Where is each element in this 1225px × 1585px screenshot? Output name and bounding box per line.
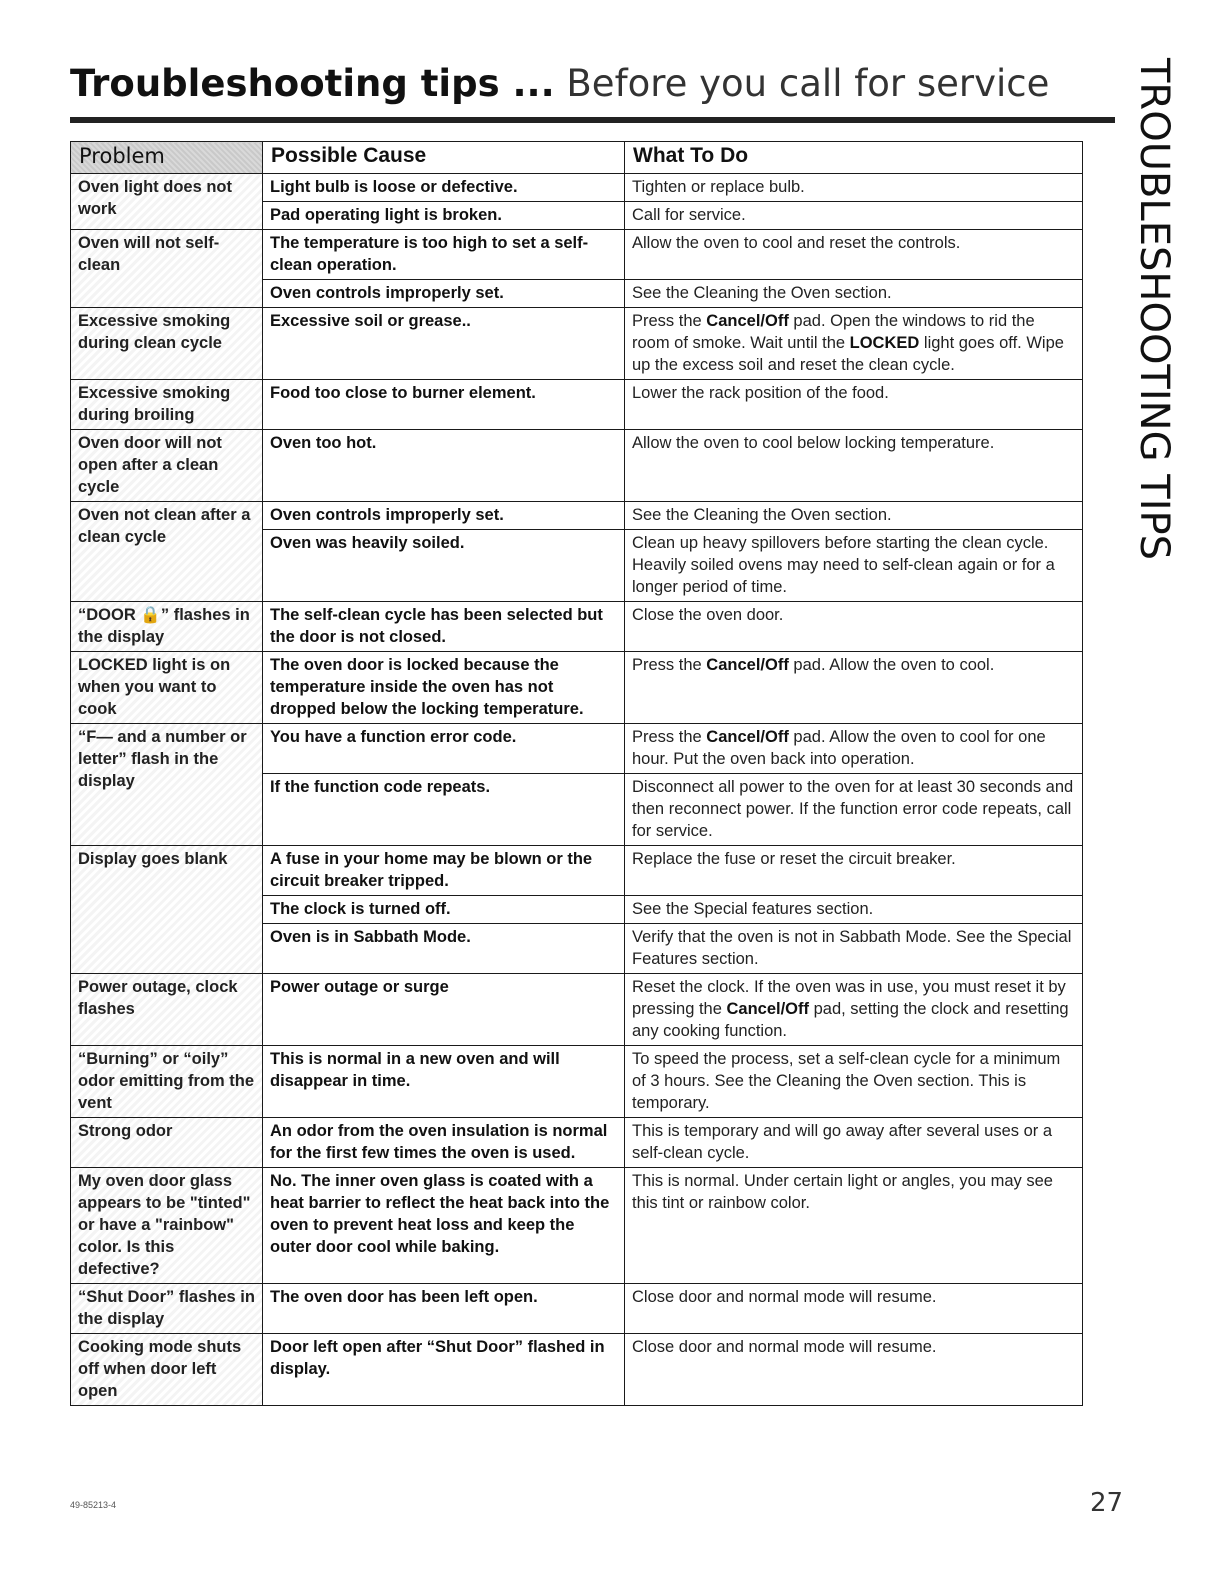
todo-text: Replace the fuse or reset the circuit breaker. bbox=[632, 850, 956, 868]
cause-cell: Power outage or surge bbox=[263, 974, 625, 1046]
problem-cell: “Burning” or “oily” odor emitting from the vent bbox=[71, 1046, 263, 1118]
table-row bbox=[71, 502, 1083, 530]
todo-cell bbox=[625, 1118, 1083, 1168]
todo-text: To speed the process, set a self-clean cycle for a minimum of 3 hours. See the Cleaning the Oven section. This is temporary. bbox=[632, 1050, 1061, 1112]
todo-bold-text: Cancel/Off bbox=[726, 1000, 810, 1018]
problem-cell: Oven not clean after a clean cycle bbox=[71, 502, 263, 602]
cause-cell: An odor from the oven insulation is normal for the first few times the oven is used. bbox=[263, 1118, 625, 1168]
table-row bbox=[71, 430, 1083, 502]
todo-text: Press the bbox=[632, 656, 707, 674]
cause-cell: Light bulb is loose or defective. bbox=[263, 174, 625, 202]
cause-cell: Pad operating light is broken. bbox=[263, 202, 625, 230]
todo-cell bbox=[625, 202, 1083, 230]
problem-cell: “DOOR 🔒” flashes in the display bbox=[71, 602, 263, 652]
problem-cell: Cooking mode shuts off when door left open bbox=[71, 1334, 263, 1406]
table-row bbox=[71, 380, 1083, 430]
cause-cell: This is normal in a new oven and will disappear in time. bbox=[263, 1046, 625, 1118]
todo-cell bbox=[625, 724, 1083, 774]
todo-cell bbox=[625, 280, 1083, 308]
problem-cell: Oven door will not open after a clean cycle bbox=[71, 430, 263, 502]
cause-cell: The oven door is locked because the temperature inside the oven has not dropped below the locking temperature. bbox=[263, 652, 625, 724]
problem-cell: Strong odor bbox=[71, 1118, 263, 1168]
todo-cell bbox=[625, 1284, 1083, 1334]
page-title bbox=[70, 64, 1049, 105]
title-light: Before you call for service bbox=[554, 62, 1050, 105]
table-row bbox=[71, 174, 1083, 202]
todo-text: This is temporary and will go away after several uses or a self-clean cycle. bbox=[632, 1122, 1053, 1162]
title-bold: Troubleshooting tips ... bbox=[70, 62, 555, 105]
todo-text: Lower the rack position of the food. bbox=[632, 384, 889, 402]
problem-cell: Display goes blank bbox=[71, 846, 263, 974]
todo-cell bbox=[625, 174, 1083, 202]
todo-text: Disconnect all power to the oven for at least 30 seconds and then reconnect power. If the function error code repeats, call for service. bbox=[632, 778, 1074, 840]
problem-cell: Excessive smoking during clean cycle bbox=[71, 308, 263, 380]
table-row bbox=[71, 602, 1083, 652]
problem-cell: My oven door glass appears to be "tinted" or have a "rainbow" color. Is this defective? bbox=[71, 1168, 263, 1284]
table-row bbox=[71, 1334, 1083, 1406]
table-row bbox=[71, 230, 1083, 280]
todo-text: Verify that the oven is not in Sabbath Mode. See the Special Features section. bbox=[632, 928, 1072, 968]
todo-bold-text: Cancel/Off bbox=[706, 656, 789, 674]
problem-cell: LOCKED light is on when you want to cook bbox=[71, 652, 263, 724]
todo-text: Allow the oven to cool below locking temperature. bbox=[632, 434, 995, 452]
todo-cell bbox=[625, 924, 1083, 974]
todo-text: Close the oven door. bbox=[632, 606, 784, 624]
document-code: 49-85213-4 bbox=[70, 1500, 117, 1510]
todo-text: pad. Allow the oven to cool. bbox=[788, 656, 995, 674]
table-row bbox=[71, 1168, 1083, 1284]
cause-cell: Oven is in Sabbath Mode. bbox=[263, 924, 625, 974]
todo-text: See the Cleaning the Oven section. bbox=[632, 506, 892, 524]
problem-cell: Oven will not self-clean bbox=[71, 230, 263, 308]
cause-cell: If the function code repeats. bbox=[263, 774, 625, 846]
header-cause: Possible Cause bbox=[263, 142, 625, 174]
troubleshooting-table bbox=[70, 141, 1083, 1406]
cause-cell: Excessive soil or grease.. bbox=[263, 308, 625, 380]
cause-cell: No. The inner oven glass is coated with a heat barrier to reflect the heat back into the oven to prevent heat loss and keep the outer door cool while baking. bbox=[263, 1168, 625, 1284]
todo-text: Close door and normal mode will resume. bbox=[632, 1288, 937, 1306]
todo-cell bbox=[625, 846, 1083, 896]
todo-text: This is normal. Under certain light or angles, you may see this tint or rainbow color. bbox=[632, 1172, 1053, 1212]
side-tab: TROUBLESHOOTING TIPS bbox=[1131, 58, 1177, 561]
todo-text: Press the bbox=[632, 312, 707, 330]
cause-cell: Oven was heavily soiled. bbox=[263, 530, 625, 602]
todo-cell bbox=[625, 1046, 1083, 1118]
todo-cell bbox=[625, 430, 1083, 502]
todo-text: Close door and normal mode will resume. bbox=[632, 1338, 937, 1356]
todo-text: Clean up heavy spillovers before starting the clean cycle. Heavily soiled ovens may need to self-clean again or for a longer period of time. bbox=[632, 534, 1055, 596]
todo-bold-text: Cancel/Off bbox=[706, 728, 789, 746]
todo-text: Tighten or replace bulb. bbox=[632, 178, 805, 196]
todo-text: pad, setting the clock and resetting any cooking function. bbox=[632, 1000, 1069, 1040]
table-row bbox=[71, 308, 1083, 380]
todo-cell bbox=[625, 308, 1083, 380]
todo-cell bbox=[625, 652, 1083, 724]
todo-cell bbox=[625, 974, 1083, 1046]
problem-cell: Oven light does not work bbox=[71, 174, 263, 230]
header-problem: Problem bbox=[71, 142, 263, 174]
todo-cell bbox=[625, 530, 1083, 602]
table-row bbox=[71, 1046, 1083, 1118]
cause-cell: The self-clean cycle has been selected but the door is not closed. bbox=[263, 602, 625, 652]
cause-cell: The temperature is too high to set a self-clean operation. bbox=[263, 230, 625, 280]
title-rule bbox=[70, 117, 1115, 123]
table-row bbox=[71, 724, 1083, 774]
cause-cell: The clock is turned off. bbox=[263, 896, 625, 924]
todo-text: See the Cleaning the Oven section. bbox=[632, 284, 892, 302]
todo-cell bbox=[625, 774, 1083, 846]
cause-cell: You have a function error code. bbox=[263, 724, 625, 774]
table-header-row bbox=[71, 142, 1083, 174]
table-row bbox=[71, 846, 1083, 896]
todo-text: pad. Open the windows to rid the room of smoke. Wait until the bbox=[632, 312, 1035, 352]
todo-bold-text: Cancel/Off bbox=[706, 312, 789, 330]
header-todo: What To Do bbox=[625, 142, 1083, 174]
todo-text: Reset the clock. If the oven was in use, you must reset it by pressing the bbox=[632, 978, 1066, 1018]
table-row bbox=[71, 1284, 1083, 1334]
todo-cell bbox=[625, 230, 1083, 280]
problem-cell: Power outage, clock flashes bbox=[71, 974, 263, 1046]
todo-text: Press the bbox=[632, 728, 707, 746]
problem-cell: “Shut Door” flashes in the display bbox=[71, 1284, 263, 1334]
todo-cell bbox=[625, 1168, 1083, 1284]
todo-text: pad. Allow the oven to cool for one hour. Put the oven back into operation. bbox=[632, 728, 1046, 768]
page-number: 27 bbox=[1090, 1488, 1124, 1518]
cause-cell: Oven controls improperly set. bbox=[263, 502, 625, 530]
todo-cell bbox=[625, 896, 1083, 924]
cause-cell: The oven door has been left open. bbox=[263, 1284, 625, 1334]
todo-cell bbox=[625, 1334, 1083, 1406]
table-row bbox=[71, 652, 1083, 724]
cause-cell: A fuse in your home may be blown or the circuit breaker tripped. bbox=[263, 846, 625, 896]
cause-cell: Door left open after “Shut Door” flashed in display. bbox=[263, 1334, 625, 1406]
problem-cell: Excessive smoking during broiling bbox=[71, 380, 263, 430]
todo-text: Call for service. bbox=[632, 206, 746, 224]
todo-text: Allow the oven to cool and reset the controls. bbox=[632, 234, 961, 252]
problem-cell: “F— and a number or letter” flash in the display bbox=[71, 724, 263, 846]
todo-text: See the Special features section. bbox=[632, 900, 874, 918]
todo-cell bbox=[625, 380, 1083, 430]
todo-cell bbox=[625, 502, 1083, 530]
cause-cell: Food too close to burner element. bbox=[263, 380, 625, 430]
todo-cell bbox=[625, 602, 1083, 652]
todo-bold-text: LOCKED bbox=[849, 334, 920, 352]
cause-cell: Oven controls improperly set. bbox=[263, 280, 625, 308]
cause-cell: Oven too hot. bbox=[263, 430, 625, 502]
table-row bbox=[71, 974, 1083, 1046]
table-row bbox=[71, 1118, 1083, 1168]
todo-text: light goes off. Wipe up the excess soil and reset the clean cycle. bbox=[632, 334, 1064, 374]
